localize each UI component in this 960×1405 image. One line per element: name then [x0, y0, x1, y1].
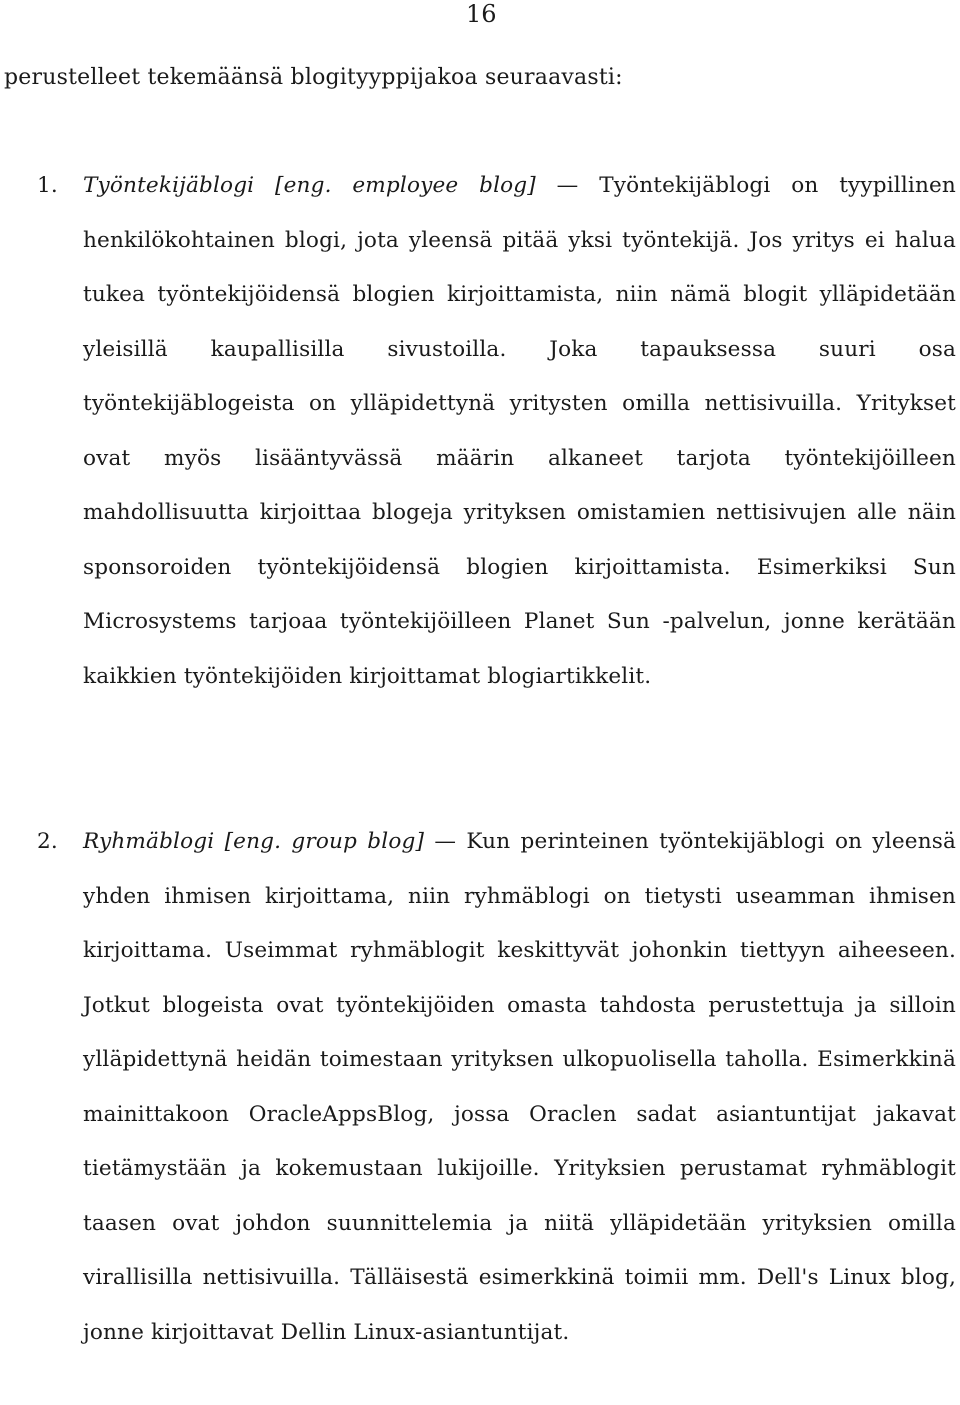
term-employee-blog: Työntekijäblogi [eng. employee blog]	[83, 173, 536, 198]
em-dash: —	[556, 173, 579, 198]
definition-group-blog: Kun perinteinen työntekijäblogi on yleensä yhden ihmisen kirjoittama, niin ryhmäblogi on tietysti useamman ihmisen kirjoittama. Useimmat ryhmäblogit keskittyvät johonkin tiettyyn aiheeseen. Jotkut blogeista ovat työntekijöiden omasta tahdosta perustettuja ja silloin ylläpidettynä heidän toimestaan yrityksen ulkopuolisella taholla. Esimerkkinä mainittakoon OracleAppsBlog, jossa Oraclen sadat asiantuntijat jakavat tietämystään ja kokemustaan lukijoille. Yrityksien perustamat ryhmäblogit taasen ovat johdon suunnittelemia ja niitä ylläpidetään yrityksien omilla virallisilla nettisivuilla. Tälläisestä esimerkkinä toimii mm. Dell's Linux blog, jonne kirjoittavat Dellin Linux-asiantuntijat.	[83, 829, 957, 1345]
em-dash: —	[434, 829, 457, 854]
list-item-number: 2.	[37, 829, 58, 854]
list-item-number: 1.	[37, 173, 58, 198]
definition-employee-blog: Työntekijäblogi on tyypillinen henkilökohtainen blogi, jota yleensä pitää yksi työntekijä. Jos yritys ei halua tukea työntekijöidensä blogien kirjoittamista, niin nämä blogit ylläpidetään yleisillä kaupallisilla sivustoilla. Joka tapauksessa suuri osa työntekijäblogeista on ylläpidettynä yritysten omilla nettisivuilla. Yritykset ovat myös lisääntyvässä määrin alkaneet tarjota työntekijöilleen mahdollisuutta kirjoittaa blogeja yrityksen omistamien nettisivujen alle näin sponsoroiden työntekijöidensä blogien kirjoittamista. Esimerkiksi Sun Microsystems tarjoaa työntekijöilleen Planet Sun -palvelun, jonne kerätään kaikkien työntekijöiden kirjoittamat blogiartikkelit.	[83, 173, 956, 689]
page-number: 16	[466, 0, 497, 28]
term-group-blog: Ryhmäblogi [eng. group blog]	[83, 829, 425, 854]
list-item-employee-blog	[37, 159, 956, 704]
intro-line: perustelleet tekemäänsä blogityyppijakoa seuraavasti:	[4, 65, 623, 90]
list-item-group-blog	[37, 815, 957, 1360]
